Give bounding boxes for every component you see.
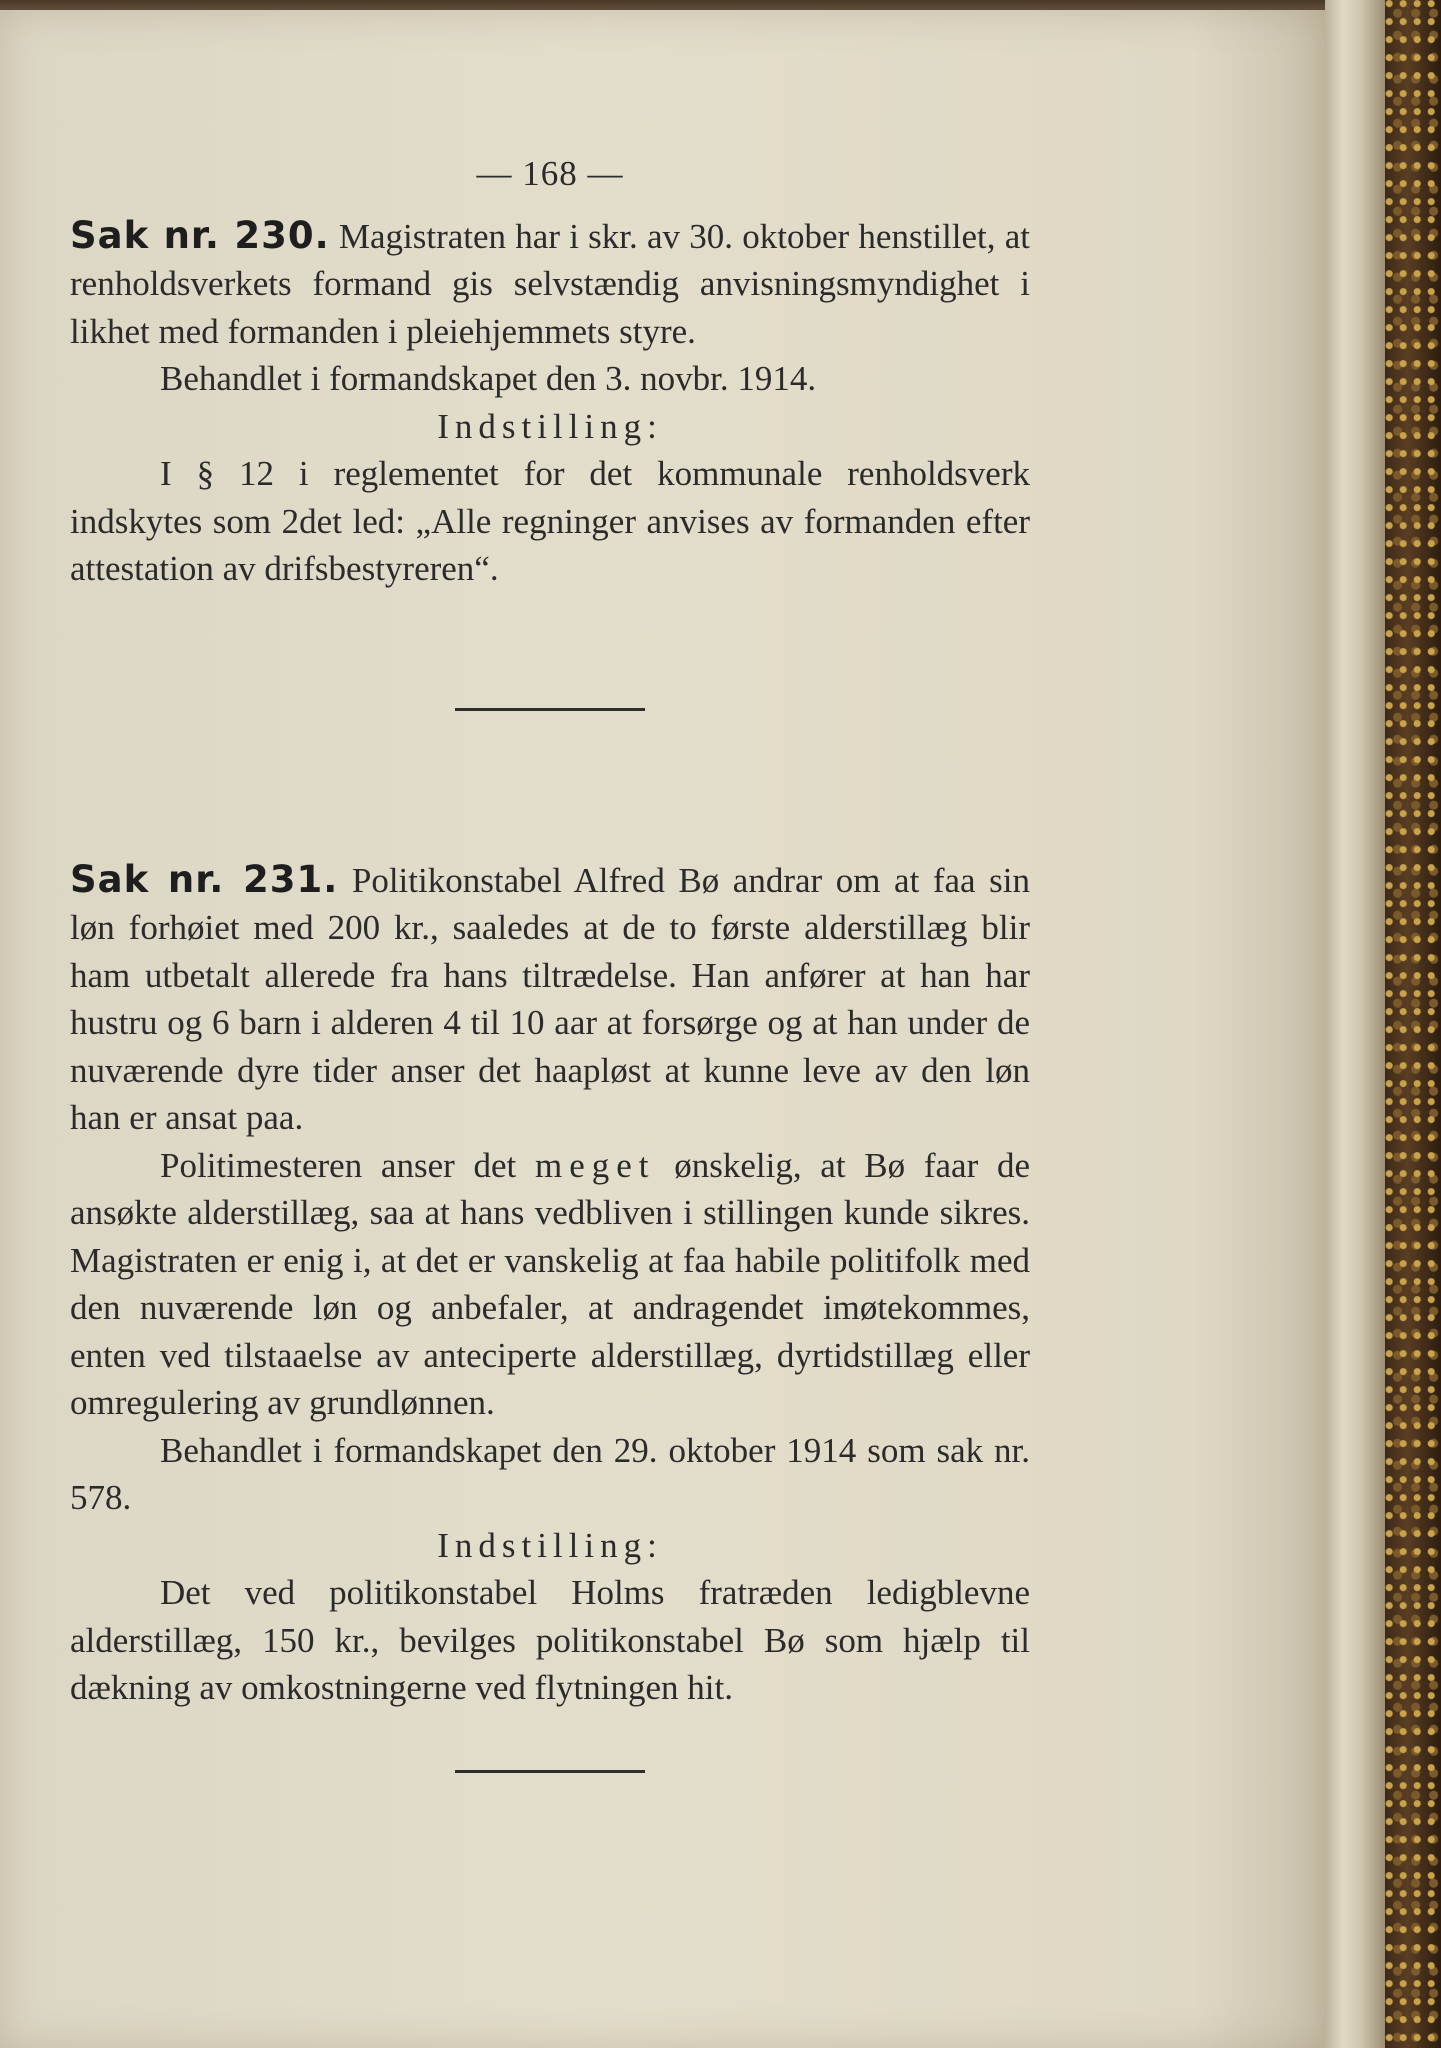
sak-230-heading: Sak nr. 230. xyxy=(70,213,330,257)
sak-231-body: Politikonstabel Alfred Bø andrar om at faa sin løn forhøiet med 200 kr., saaledes at de to første alderstillæg blir ham utbetalt allerede fra hans tiltrædelse. Han anfører at han har hustru og 6 barn i alderen 4 til 10 aar at forsørge og at han under de nuværende dyre tider anser det haapløst at kunne leve av den løn han er ansat paa. xyxy=(70,860,1030,1137)
sak-230-paragraph xyxy=(70,212,1030,356)
sak-231-p2-start: Politimesteren anser det xyxy=(160,1145,535,1185)
page-number: — 168 — xyxy=(476,154,624,193)
page-text xyxy=(70,150,1030,1773)
section-divider-end xyxy=(455,1770,645,1773)
sak-231-behandlet: Behandlet i formandskapet den 29. oktober 1914 som sak nr. 578. xyxy=(70,1430,1030,1517)
sak-231-indstilling-heading: Indstilling: xyxy=(437,1525,663,1565)
sak-231-indstilling: Det ved politikonstabel Holms fratræden ledigblevne alderstillæg, 150 kr., bevilges politikonstabel Bø som hjælp til dækning av omkostningerne ved flytningen hit. xyxy=(70,1573,1030,1707)
page-edge xyxy=(1325,0,1385,2048)
book-binding xyxy=(1385,0,1441,2048)
sak-231-p2-rest: ønskelig, at Bø faar de ansøkte alderstillæg, saa at hans vedbliven i stillingen kunde sikres. Magistraten er enig i, at det er vanskelig at faa habile politifolk med den nuværende løn og anbefaler, at andragendet imøtekommes, enten ved tilstaaelse av anteciperte alderstillæg, dyrtidstillæg eller omregulering av grundlønnen. xyxy=(70,1145,1030,1422)
sak-231-heading: Sak nr. 231. xyxy=(70,857,339,901)
sak-230-behandlet: Behandlet i formandskapet den 3. novbr. 1914. xyxy=(160,359,817,398)
sak-230-indstilling: I § 12 i reglementet for det kommunale renholdsverk indskytes som 2det led: „Alle regninger anvises av formanden efter attestation av drifsbestyreren“. xyxy=(70,454,1030,588)
sak-231-p2-emphasis: meget xyxy=(534,1145,656,1185)
sak-230-indstilling-heading: Indstilling: xyxy=(437,406,663,446)
sak-231-paragraph xyxy=(70,856,1030,1142)
sak-230-body: Magistraten har i skr. av 30. oktober henstillet, at renholdsverkets formand gis selvstændig anvisningsmyndighet i likhet med formanden i pleiehjemmets styre. xyxy=(70,216,1030,351)
sak-231-politimester-paragraph xyxy=(70,1142,1030,1427)
section-divider xyxy=(455,708,645,711)
